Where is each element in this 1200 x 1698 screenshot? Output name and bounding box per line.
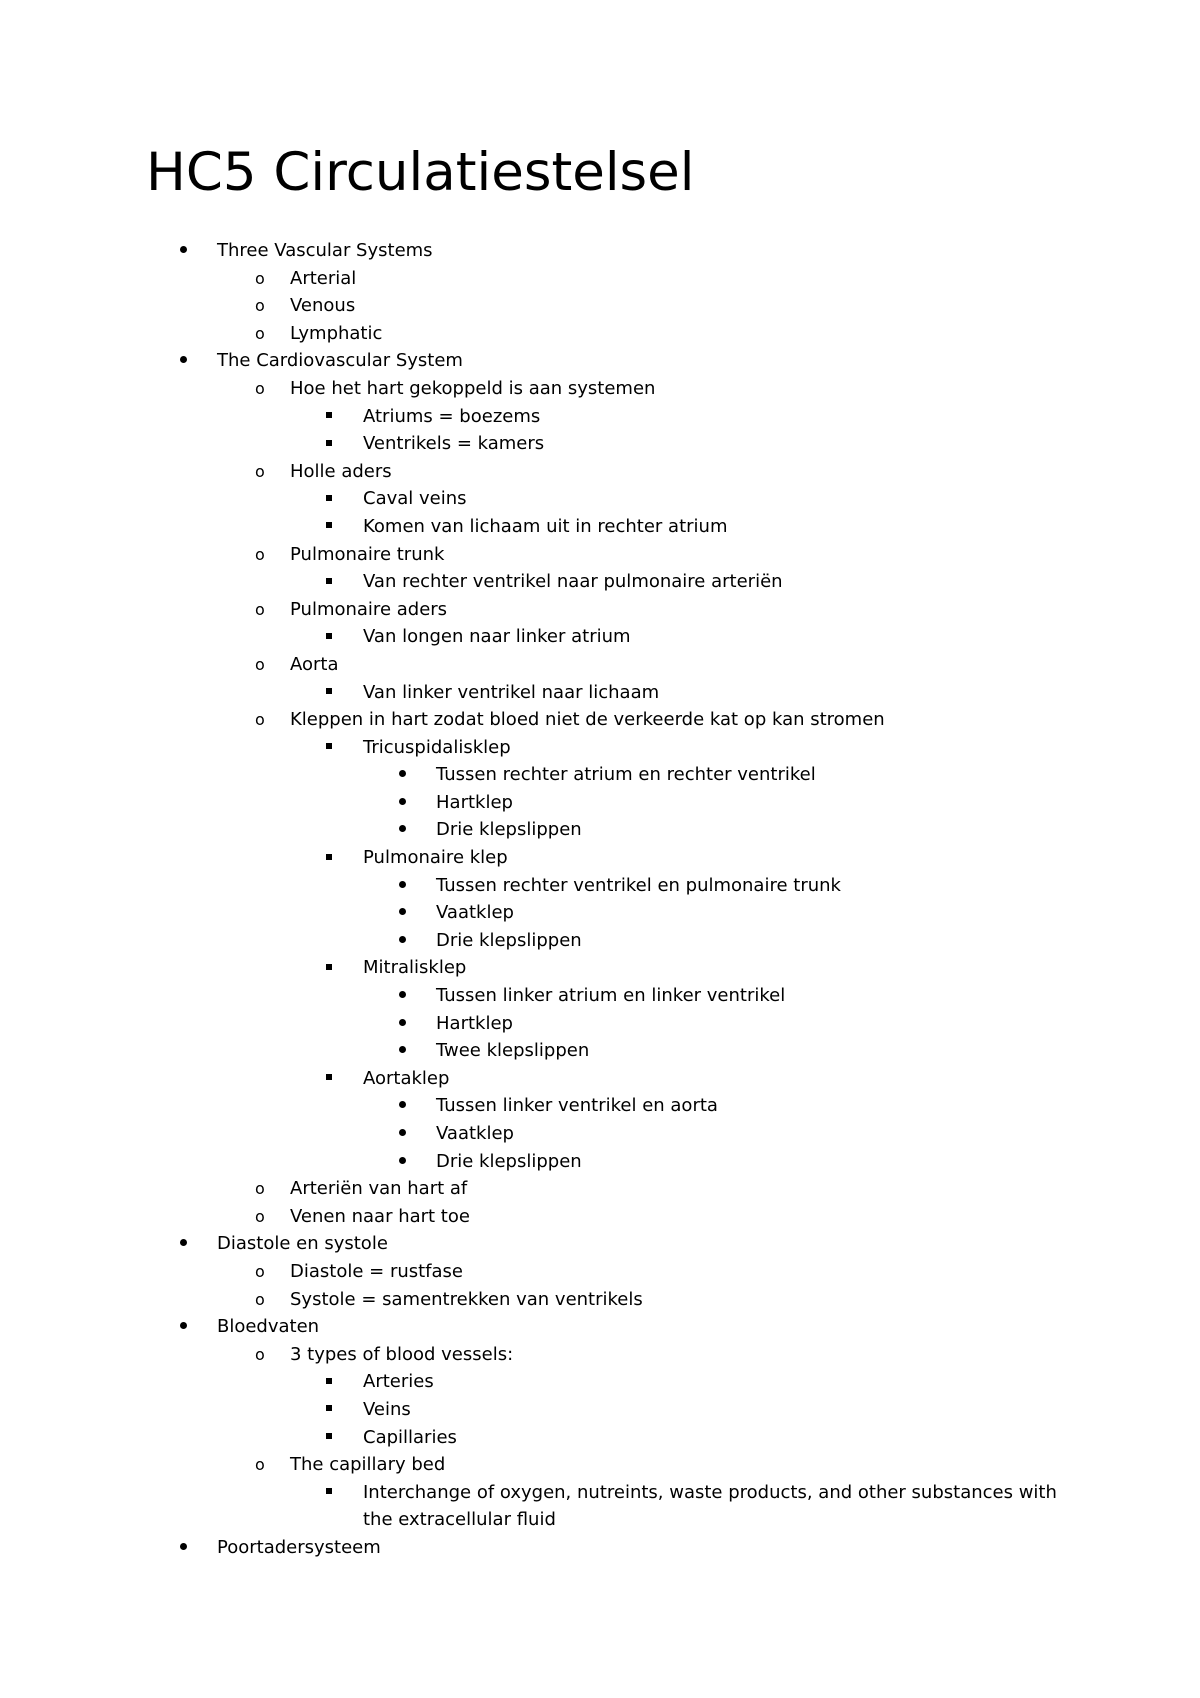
list-item — [0, 430, 1200, 458]
bullet-square-icon — [326, 1424, 332, 1452]
list-item — [0, 1203, 1200, 1231]
list-item — [0, 513, 1200, 541]
bullet-dot-icon — [399, 899, 406, 927]
list-item — [0, 375, 1200, 403]
bullet-dot-icon — [399, 1120, 406, 1148]
bullet-dot-icon — [399, 1092, 406, 1120]
list-item-text: Tussen linker ventrikel en aorta — [436, 1095, 718, 1117]
bullet-square-icon — [326, 954, 332, 982]
list-item-text: Van rechter ventrikel naar pulmonaire arteriën — [363, 571, 783, 593]
bullet-outline — [0, 237, 1200, 1562]
bullet-square-icon — [326, 1396, 332, 1424]
list-item-text: Three Vascular Systems — [217, 240, 433, 261]
list-item — [0, 623, 1200, 651]
bullet-circle-icon: o — [255, 296, 265, 316]
list-item-text: Venous — [290, 295, 356, 317]
bullet-dot-icon — [180, 1230, 187, 1258]
list-item — [0, 1368, 1200, 1396]
list-item — [0, 1451, 1200, 1479]
list-item — [0, 954, 1200, 982]
list-item-text: Drie klepslippen — [436, 1150, 582, 1172]
list-item-text: Caval veins — [363, 488, 467, 510]
list-item — [0, 899, 1200, 927]
bullet-square-icon — [326, 1065, 332, 1093]
bullet-square-icon — [326, 1479, 332, 1507]
list-item-text: The Cardiovascular System — [217, 350, 463, 372]
list-item — [0, 679, 1200, 707]
list-item-text: Tricuspidalisklep — [363, 736, 511, 758]
bullet-dot-icon — [399, 982, 406, 1010]
list-item — [0, 982, 1200, 1010]
list-item-text: Bloedvaten — [217, 1316, 320, 1338]
list-item — [0, 1092, 1200, 1120]
list-item — [0, 1396, 1200, 1424]
list-item — [0, 265, 1200, 293]
list-item-text: Van longen naar linker atrium — [363, 626, 631, 648]
list-item — [0, 927, 1200, 955]
list-item-text: Hartklep — [436, 791, 513, 813]
list-item-text: Hoe het hart gekoppeld is aan systemen — [290, 377, 656, 399]
bullet-circle-icon: o — [255, 1344, 265, 1364]
list-item-text: Pulmonaire aders — [290, 598, 448, 620]
bullet-square-icon — [326, 485, 332, 513]
list-item — [0, 734, 1200, 762]
bullet-square-icon — [326, 513, 332, 541]
bullet-square-icon — [326, 430, 332, 458]
list-item — [0, 706, 1200, 734]
list-item-text: Tussen rechter ventrikel en pulmonaire trunk — [436, 874, 841, 896]
list-item — [0, 1230, 1200, 1258]
bullet-dot-icon — [399, 789, 406, 817]
bullet-circle-icon: o — [255, 599, 265, 619]
list-item-text: Vaatklep — [436, 902, 514, 924]
list-item — [0, 872, 1200, 900]
bullet-circle-icon: o — [255, 544, 265, 564]
list-item — [0, 1037, 1200, 1065]
list-item-text: Poortadersysteem — [217, 1536, 381, 1558]
bullet-circle-icon: o — [255, 1206, 265, 1226]
list-item-text: Pulmonaire trunk — [290, 543, 445, 565]
bullet-circle-icon: o — [255, 268, 265, 288]
list-item — [0, 789, 1200, 817]
list-item-text: Kleppen in hart zodat bloed niet de verkeerde kat op kan stromen — [290, 709, 885, 731]
list-item — [0, 292, 1200, 320]
bullet-square-icon — [326, 568, 332, 596]
list-item — [0, 320, 1200, 348]
bullet-square-icon — [326, 679, 332, 707]
list-item — [0, 1286, 1200, 1314]
list-item-text: Komen van lichaam uit in rechter atrium — [363, 515, 728, 537]
bullet-dot-icon — [399, 761, 406, 789]
list-item — [0, 1120, 1200, 1148]
list-item-text: The capillary bed — [290, 1454, 446, 1476]
list-item-text: Holle aders — [290, 460, 392, 482]
bullet-dot-icon — [399, 1037, 406, 1065]
list-item — [0, 568, 1200, 596]
bullet-dot-icon — [180, 1534, 187, 1562]
list-item-text: Capillaries — [363, 1426, 457, 1448]
list-item — [0, 1479, 1083, 1534]
bullet-circle-icon: o — [255, 1179, 265, 1199]
bullet-circle-icon: o — [255, 378, 265, 398]
list-item-text: Veins — [363, 1398, 411, 1420]
list-item-text: Tussen rechter atrium en rechter ventrikel — [436, 764, 816, 786]
bullet-circle-icon: o — [255, 1289, 265, 1309]
list-item-text: Arterial — [290, 267, 357, 289]
bullet-circle-icon: o — [255, 1455, 265, 1475]
list-item — [0, 1424, 1200, 1452]
bullet-dot-icon — [399, 1010, 406, 1038]
bullet-dot-icon — [399, 872, 406, 900]
bullet-dot-icon — [180, 1313, 187, 1341]
list-item-text: Ventrikels = kamers — [363, 433, 545, 455]
list-item — [0, 844, 1200, 872]
list-item-text: Drie klepslippen — [436, 929, 582, 951]
list-item — [0, 347, 1200, 375]
list-item — [0, 761, 1200, 789]
bullet-square-icon — [326, 1368, 332, 1396]
list-item-text: Interchange of oxygen, nutreints, waste products, and other substances with the extracellular fluid — [363, 1481, 1057, 1531]
list-item-text: Aortaklep — [363, 1067, 450, 1089]
list-item-text: Drie klepslippen — [436, 819, 582, 841]
list-item — [0, 541, 1200, 569]
list-item-text: Lymphatic — [290, 322, 383, 344]
list-item-text: Diastole en systole — [217, 1233, 388, 1255]
list-item — [0, 596, 1200, 624]
bullet-circle-icon: o — [255, 710, 265, 730]
list-item-text: Arteries — [363, 1371, 434, 1393]
list-item-text: Van linker ventrikel naar lichaam — [363, 681, 660, 703]
list-item-text: Venen naar hart toe — [290, 1205, 470, 1227]
bullet-dot-icon — [399, 927, 406, 955]
list-item — [0, 816, 1200, 844]
list-item-text: Tussen linker atrium en linker ventrikel — [436, 985, 786, 1007]
list-item — [0, 1148, 1200, 1176]
list-item — [0, 1065, 1200, 1093]
list-item — [0, 1175, 1200, 1203]
bullet-circle-icon: o — [255, 1261, 265, 1281]
list-item-text: Pulmonaire klep — [363, 847, 508, 869]
bullet-circle-icon: o — [255, 323, 265, 343]
list-item-text: Arteriën van hart af — [290, 1178, 468, 1200]
page-title: HC5 Circulatiestelsel — [146, 142, 695, 203]
bullet-dot-icon — [180, 237, 187, 265]
list-item-text: Atriums = boezems — [363, 405, 541, 427]
bullet-circle-icon: o — [255, 654, 265, 674]
list-item-text: Diastole = rustfase — [290, 1260, 464, 1282]
list-item-text: Hartklep — [436, 1012, 513, 1034]
list-item — [0, 1534, 1200, 1562]
list-item-text: Systole = samentrekken van ventrikels — [290, 1288, 643, 1310]
bullet-square-icon — [326, 403, 332, 431]
list-item — [0, 485, 1200, 513]
list-item-text: Aorta — [290, 653, 339, 675]
bullet-square-icon — [326, 734, 332, 762]
list-item — [0, 651, 1200, 679]
list-item-text: Vaatklep — [436, 1123, 514, 1144]
list-item-text: 3 types of blood vessels: — [290, 1343, 514, 1365]
list-item — [0, 237, 1200, 265]
list-item — [0, 1258, 1200, 1286]
list-item-text: Mitralisklep — [363, 957, 467, 979]
bullet-circle-icon: o — [255, 461, 265, 481]
bullet-dot-icon — [180, 347, 187, 375]
bullet-square-icon — [326, 844, 332, 872]
bullet-dot-icon — [399, 1148, 406, 1176]
bullet-dot-icon — [399, 816, 406, 844]
list-item — [0, 1341, 1200, 1369]
bullet-square-icon — [326, 623, 332, 651]
list-item-text: Twee klepslippen — [436, 1040, 590, 1062]
list-item — [0, 403, 1200, 431]
list-item — [0, 1010, 1200, 1038]
list-item — [0, 1313, 1200, 1341]
list-item — [0, 458, 1200, 486]
